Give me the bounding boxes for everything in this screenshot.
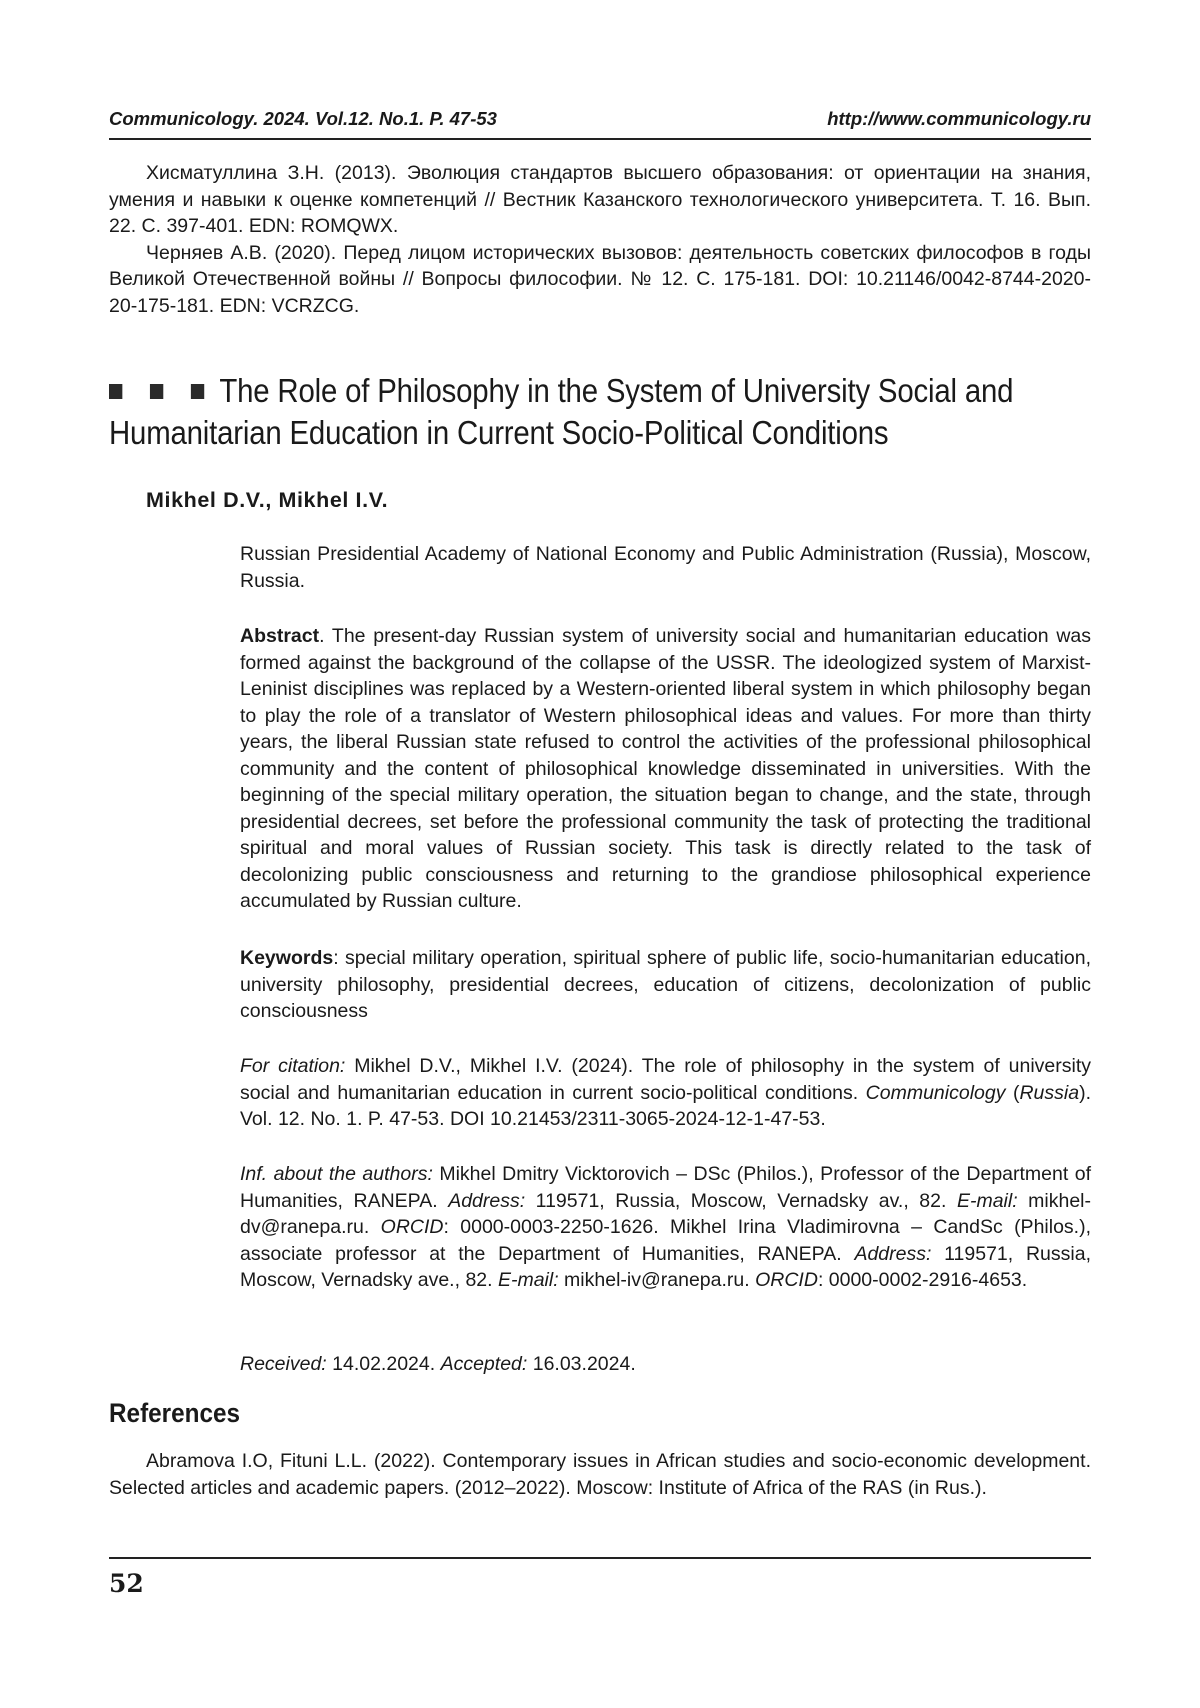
article-title-block: [109, 370, 1092, 454]
keywords-text: : special military operation, spiritual sphere of public life, socio-humanitarian education, university philosophy, presidential decrees, education of citizens, decolonization of public consciousness: [240, 947, 1091, 1022]
square-bullet-icon: [191, 384, 204, 399]
references-heading: References: [109, 1398, 241, 1428]
square-bullet-icon: [150, 384, 163, 399]
abstract: [240, 623, 1091, 915]
reference-item: Хисматуллина З.Н. (2013). Эволюция стандартов высшего образования: от ориентации на знания, умения и навыки к оценке компетенций // Вестник Казанского технологического университета. Т. 16. Вып. 22. С. 397-401. EDN: ROMQWX.: [109, 162, 1091, 237]
keywords: [240, 945, 1091, 1025]
authors-info-label: Inf. about the authors:: [240, 1163, 433, 1185]
affiliation: Russian Presidential Academy of National Economy and Public Administration (Russia), Moscow, Russia.: [240, 543, 1091, 592]
article-title: The Role of Philosophy in the System of University Social and Humanitarian Education in Current Socio-Political Conditions: [109, 372, 1014, 451]
references-list: [109, 1448, 1091, 1501]
journal-url[interactable]: http://www.communicology.ru: [827, 108, 1091, 129]
citation-label: For citation:: [240, 1055, 346, 1077]
previous-references: [109, 160, 1091, 319]
reference-item: Черняев А.В. (2020). Перед лицом исторических вызовов: деятельность советских философов в годы Великой Отечественной войны // Вопросы философии. № 12. С. 175-181. DOI: 10.21146/0042-8744-2020-20-175-181. EDN: VCRZCG.: [109, 241, 1091, 317]
received-accepted: Received: 14.02.2024. Accepted: 16.03.2024.: [240, 1353, 636, 1375]
abstract-text: . The present-day Russian system of university social and humanitarian education was formed against the background of the collapse of the USSR. The ideologized system of Marxist-Leninist disciplines was replaced by a Western-oriented liberal system in which philosophy began to play the role of a translator of Western philosophical ideas and values. For more than thirty years, the liberal Russian state refused to control the activities of the professional philosophical community and the content of philosophical knowledge disseminated in universities. With the beginning of the special military operation, the situation began to change, and the state, through presidential decrees, set before the professional community the task of protecting the traditional spiritual and moral values of Russian society. This task is directly related to the task of decolonizing public consciousness and returning to the grandiose philosophical experience accumulated by Russian culture.: [240, 625, 1091, 912]
author-email: mikhel-dv@ranepa.ru.: [240, 1189, 1092, 1238]
running-header: [109, 106, 1091, 140]
article-authors: Mikhel D.V., Mikhel I.V.: [146, 488, 389, 512]
citation: For citation: Mikhel D.V., Mikhel I.V. (2024). The role of philosophy in the system of university social and humanitarian education in current socio-political conditions. Communicology (Russia). Vol. 12. No. 1. P. 47-53. DOI 10.21453/2311-3065-2024-12-1-47-53.: [240, 1055, 1091, 1130]
abstract-label: Abstract: [240, 625, 320, 647]
reference-item: Abramova I.O, Fituni L.L. (2022). Contemporary issues in African studies and socio-economic development. Selected articles and academic papers. (2012–2022). Moscow: Institute of Africa of the RAS (in Rus.).: [109, 1450, 1091, 1499]
authors-info: Inf. about the authors: Mikhel Dmitry Vicktorovich – DSc (Philos.), Professor of the Department of Humanities, RANEPA. Address: 119571, Russia, Moscow, Vernadsky av., 82. E-mail: mikhel-dv@ranepa.ru. ORCID: 0000-0003-2250-1626. Mikhel Irina Vladimirovna – CandSc (Philos.), associate professor at the Department of Humanities, RANEPA. Address: 119571, Russia, Moscow, Vernadsky ave., 82. E-mail: mikhel-iv@ranepa.ru. ORCID: 0000-0002-2916-4653.: [240, 1163, 1092, 1291]
footer-divider: [109, 1557, 1091, 1559]
title-bullets: [109, 370, 219, 412]
keywords-label: Keywords: [240, 947, 334, 969]
square-bullet-icon: [109, 384, 122, 399]
author-email: mikhel-iv@ranepa.ru.: [558, 1269, 756, 1291]
page-number: 52: [109, 1569, 144, 1598]
journal-citation-header: Communicology. 2024. Vol.12. No.1. P. 47-53: [109, 108, 497, 129]
